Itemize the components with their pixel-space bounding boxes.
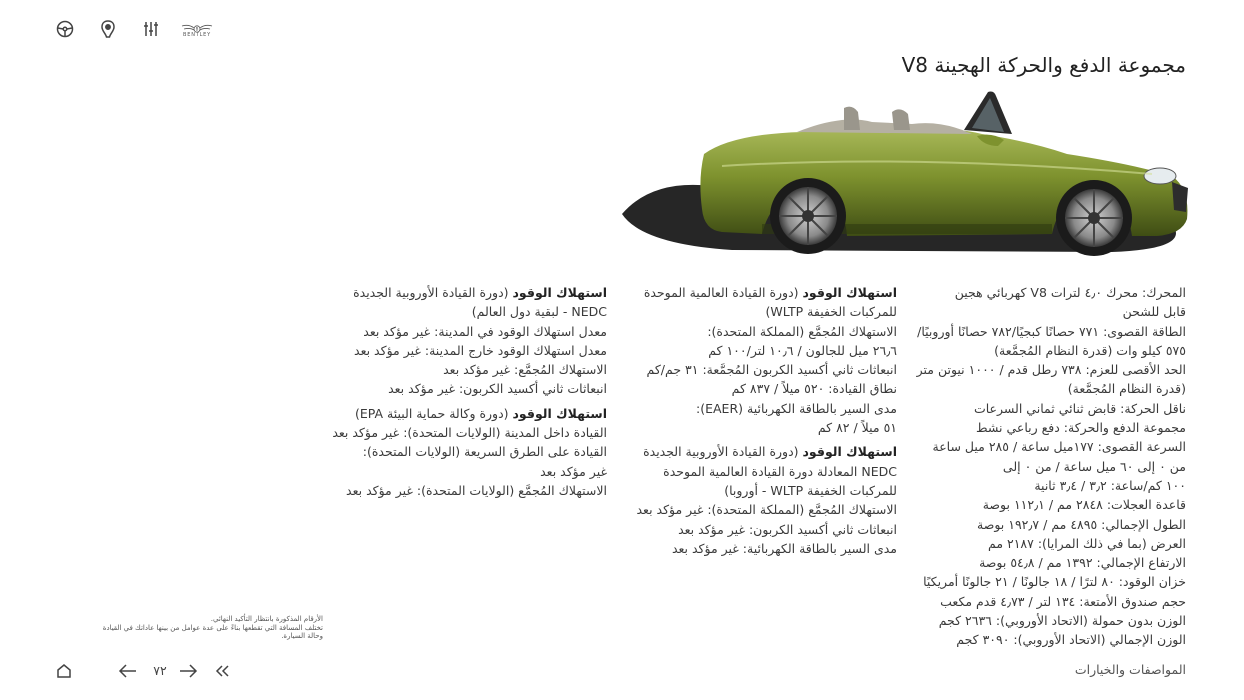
spec-line: انبعاثات ثاني أكسيد الكربون: غير مؤكد بعد [388, 381, 607, 397]
section-heading-epa [327, 404, 607, 423]
spec-line: معدل استهلاك الوقود خارج المدينة: غير مؤكد بعد [354, 342, 607, 358]
spec-line: للمركبات الخفيفة WLTP - أوروبا) [724, 482, 897, 498]
spec-line: السرعة القصوى: ١٧٧ميل ساعة / ٢٨٥ ميل ساعة [932, 439, 1186, 455]
spec-line: الاستهلاك المُجمَّع: غير مؤكد بعد [443, 362, 607, 378]
heading-rest: (دورة وكالة حماية البيئة EPA) [354, 405, 513, 421]
configurator-icon[interactable] [98, 19, 118, 39]
steering-wheel-icon[interactable] [55, 19, 75, 39]
footnote-line: الأرقام المذكورة بانتظار التأكيد النهائي. [210, 615, 323, 623]
spec-line: الاستهلاك المُجمَّع (المملكة المتحدة): [707, 323, 897, 339]
spec-line: (قدرة النظام المُجمَّعة) [1067, 381, 1186, 397]
specs-general [886, 283, 1186, 650]
spec-line: NEDC المعادلة دورة القيادة العالمية الموحدة [663, 463, 897, 479]
spec-line: مدى السير بالطاقة الكهربائية: غير مؤكد بعد [671, 540, 897, 556]
spec-line: للمركبات الخفيفة WLTP) [765, 304, 897, 320]
spec-line: انبعاثات ثاني أكسيد الكربون المُجمَّعة: ٣١ جم/كم [646, 362, 897, 378]
spec-line: ٥١ ميلاً / ٨٢ كم [817, 420, 897, 436]
first-page-double-chevron-icon[interactable] [211, 660, 233, 682]
section-heading-nedc-europe [627, 442, 897, 461]
sliders-icon[interactable] [141, 19, 161, 39]
spec-line: الطاقة القصوى: ٧٧١ حصانًا كبجيًا/٧٨٢ حصانًا أوروبيًا/ [917, 323, 1186, 339]
spec-line: الطول الإجمالي: ٤٨٩٥ مم / ١٩٢٫٧ بوصة [977, 516, 1186, 532]
heading-rest: (دورة القيادة الأوروبية الجديدة [643, 444, 803, 460]
spec-line: NEDC - لبقية دول العالم) [471, 304, 607, 320]
heading-bold: استهلاك الوقود [802, 285, 897, 300]
spec-line: انبعاثات ثاني أكسيد الكربون: غير مؤكد بعد [678, 521, 897, 537]
footnote-line: تختلف المسافة التي تقطعها بناءً على عدة عوامل من بينها عاداتك في القيادة [102, 623, 323, 632]
spec-line: الحد الأقصى للعزم: ٧٣٨ رطل قدم / ١٠٠٠ نيوتن متر [916, 362, 1186, 378]
spec-line: الوزن بدون حمولة (الاتحاد الأوروبي): ٢٦٣٦ كجم [938, 613, 1186, 629]
section-heading-nedc-row [327, 283, 607, 302]
heading-bold: استهلاك الوقود [512, 405, 607, 421]
spec-line: مدى السير بالطاقة الكهربائية (EAER): [696, 400, 897, 416]
specs-nedc-epa [327, 283, 607, 500]
spec-line: قاعدة العجلات: ٢٨٤٨ مم / ١١٢٫١ بوصة [982, 497, 1186, 513]
svg-text:B: B [195, 26, 199, 32]
heading-bold: استهلاك الوقود [512, 285, 607, 300]
page-title: مجموعة الدفع والحركة الهجينة V8 [901, 53, 1186, 77]
footnote [77, 615, 323, 641]
spec-line: معدل استهلاك الوقود في المدينة: غير مؤكد بعد [363, 323, 607, 339]
spec-line: ٢٦٫٦ ميل للجالون / ١٠٫٦ لتر/١٠٠ كم [708, 342, 897, 358]
spec-line: حجم صندوق الأمتعة: ١٣٤ لتر / ٤٫٧٣ قدم مكعب [940, 593, 1186, 609]
section-label: المواصفات والخيارات [1074, 662, 1186, 677]
spec-line: الاستهلاك المُجمَّع (المملكة المتحدة): غير مؤكد بعد [636, 502, 897, 518]
spec-line: قابل للشحن [1122, 304, 1186, 320]
car-image [612, 84, 1194, 256]
spec-line: الاستهلاك المُجمَّع (الولايات المتحدة): غير مؤكد بعد [346, 482, 607, 498]
page-number: ٧٢ [153, 663, 167, 678]
specs-wltp [627, 283, 897, 558]
next-page-arrow-icon[interactable] [177, 660, 199, 682]
spec-line: غير مؤكد بعد [540, 463, 607, 479]
spec-line: الارتفاع الإجمالي: ١٣٩٢ مم / ٥٤٫٨ بوصة [979, 555, 1186, 571]
heading-bold: استهلاك الوقود [802, 444, 897, 460]
section-heading-wltp [627, 283, 897, 302]
logo-wordmark: BENTLEY [183, 32, 211, 38]
heading-rest: (دورة القيادة العالمية الموحدة [643, 285, 803, 300]
spec-line: ٥٧٥ كيلو وات (قدرة النظام المُجمَّعة) [994, 342, 1186, 358]
previous-page-arrow-icon[interactable] [117, 660, 139, 682]
bentley-logo[interactable] [181, 20, 213, 40]
spec-line: القيادة داخل المدينة (الولايات المتحدة): غير مؤكد بعد [332, 425, 607, 441]
spec-line: ١٠٠ كم/ساعة: ٣٫٢ / ٣٫٤ ثانية [1034, 477, 1186, 493]
spec-line: نطاق القيادة: ٥٢٠ ميلاً / ٨٣٧ كم [731, 381, 897, 397]
footnote-line: وحالة السيارة. [281, 632, 323, 641]
spec-line: ناقل الحركة: قابض ثنائي ثماني السرعات [973, 400, 1186, 416]
spec-line: خزان الوقود: ٨٠ لترًا / ١٨ جالونًا / ٢١ جالونًا أمريكيًا [923, 574, 1186, 590]
spec-line: الوزن الإجمالي (الاتحاد الأوروبي): ٣٠٩٠ كجم [956, 632, 1186, 648]
spec-line: القيادة على الطرق السريعة (الولايات المتحدة): [362, 444, 607, 460]
heading-rest: (دورة القيادة الأوروبية الجديدة [353, 285, 513, 300]
home-icon[interactable] [53, 660, 75, 682]
spec-line: العرض (بما في ذلك المرايا): ٢١٨٧ مم [988, 535, 1186, 551]
spec-line: من ٠ إلى ٦٠ ميل ساعة / من ٠ إلى [1002, 458, 1186, 474]
spec-line: مجموعة الدفع والحركة: دفع رباعي نشط [976, 420, 1186, 436]
spec-line: المحرك: محرك ٤٫٠ لترات V8 كهربائي هجين [954, 285, 1186, 300]
